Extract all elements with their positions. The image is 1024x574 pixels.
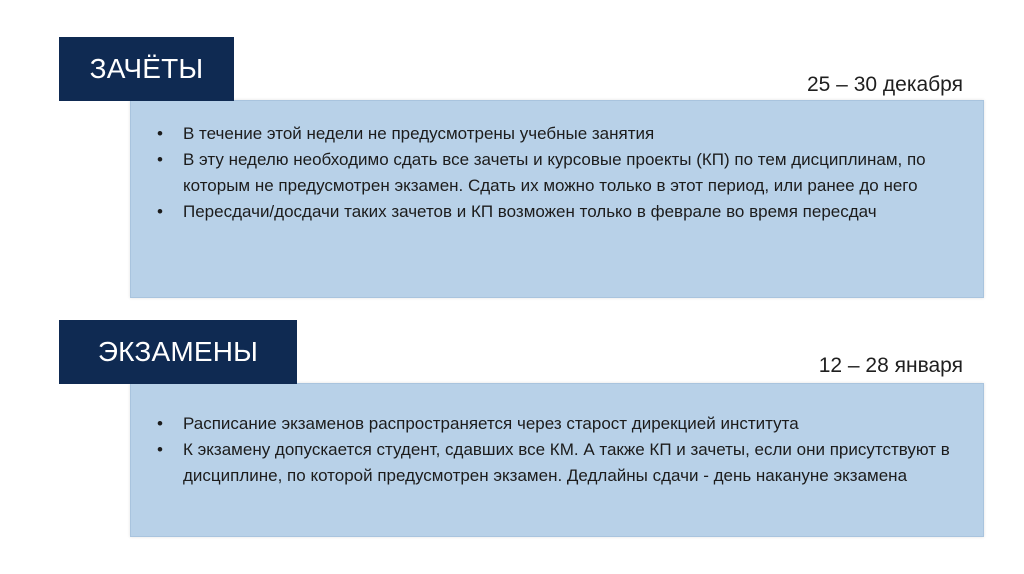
list-item: • В эту неделю необходимо сдать все зачеты и курсовые проекты (КП) по тем дисциплинам, по которым не предусмотрен экзамен. Сдать их можно только в этот период, или ранее до него: [153, 147, 953, 199]
list-item: • В течение этой недели не предусмотрены учебные занятия: [153, 121, 953, 147]
list-item: • К экзамену допускается студент, сдавших все КМ. А также КП и зачеты, если они присутствуют в дисциплине, по которой предусмотрен экзамен. Дедлайны сдачи - день накануне экзамена: [153, 437, 953, 489]
credits-panel: [130, 100, 984, 298]
exams-list: [153, 411, 953, 489]
exams-panel: [130, 383, 984, 537]
credits-date: 25 – 30 декабря: [806, 73, 963, 96]
exams-title: ЭКЗАМЕНЫ: [59, 320, 297, 384]
exams-date: 12 – 28 января: [818, 354, 963, 377]
credits-list: [153, 121, 953, 225]
list-item: • Расписание экзаменов распространяется через старост дирекцией института: [153, 411, 953, 437]
list-item: • Пересдачи/досдачи таких зачетов и КП возможен только в феврале во время пересдач: [153, 199, 953, 225]
credits-title: ЗАЧЁТЫ: [59, 37, 234, 101]
